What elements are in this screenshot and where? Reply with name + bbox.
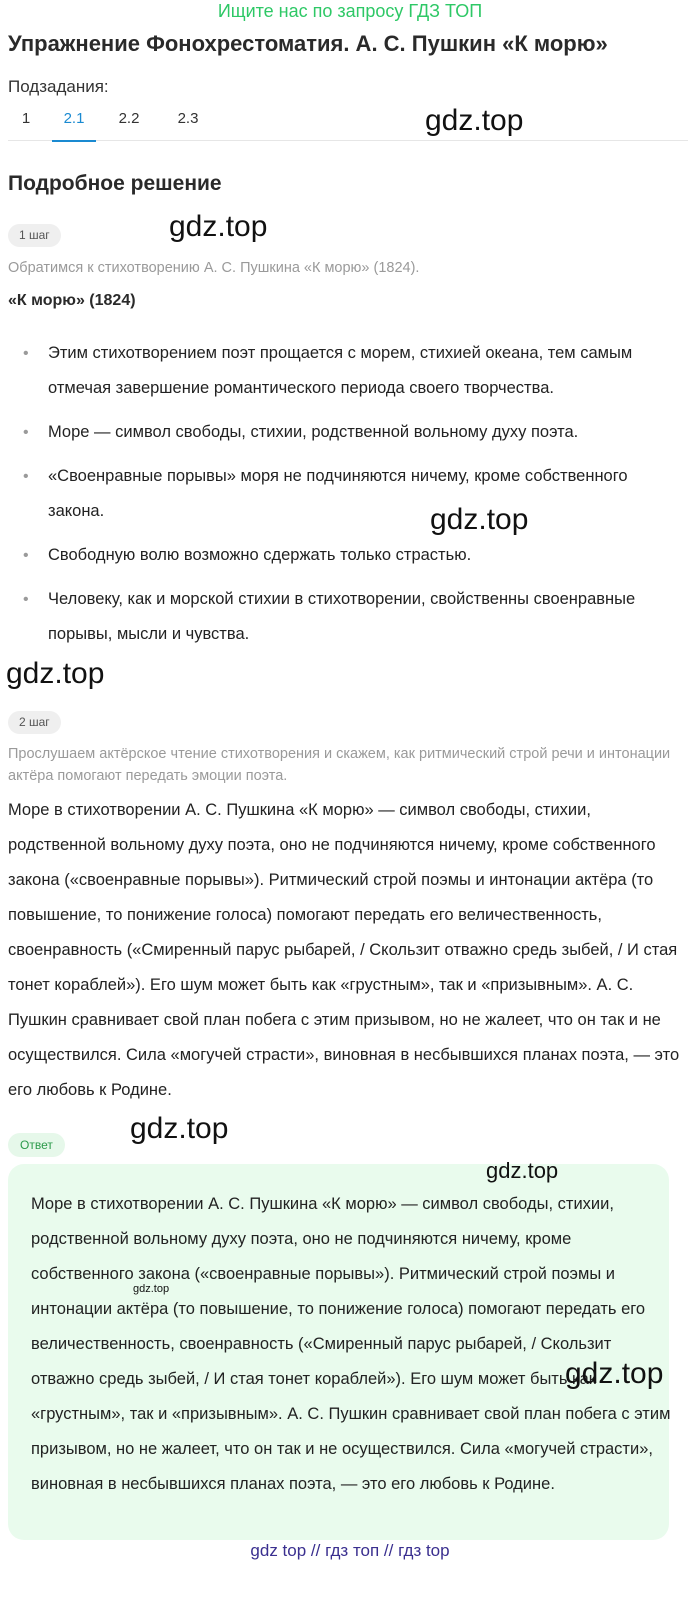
- watermark: gdz.top: [130, 1112, 229, 1145]
- tab-2-1[interactable]: 2.1: [52, 110, 96, 142]
- list-item: • Свободную волю возможно сдержать только страстью.: [8, 538, 688, 573]
- tab-2-3[interactable]: 2.3: [177, 110, 199, 127]
- step-badge-1: 1 шаг: [8, 224, 61, 247]
- watermark: gdz.top: [430, 503, 529, 536]
- list-item: • Море — символ свободы, стихии, родственной вольному духу поэта.: [8, 415, 688, 450]
- subtasks-label: Подзадания:: [8, 77, 109, 96]
- page-title: Упражнение Фонохрестоматия. А. С. Пушкин «К морю»: [8, 31, 608, 56]
- step-badge-2: 2 шаг: [8, 711, 61, 734]
- list-item: • «Своенравные порывы» моря не подчиняются ничему, кроме собственного закона.: [8, 459, 688, 529]
- step-2-text: Море в стихотворении А. С. Пушкина «К морю» — символ свободы, стихии, родственной вольному духу поэта, оно не подчиняются ничему, кроме собственного закона («своенравные порывы»). Ритмический строй поэмы и интонации актёра (то повышение, то понижение голоса) помогают передать его величественность, своенравность («Смиренный парус рыбарей, / Скользит отважно средь зыбей, / И стая тонет кораблей»). Его шум может быть как «грустным», так и «призывным». А. С. Пушкин сравнивает свой план побега с этим призывом, но не жалеет, что он так и не осуществился. Сила «могучей страсти», виновная в несбывшихся планах поэта, — это его любовь к Родине.: [8, 801, 680, 1099]
- tab-1[interactable]: 1: [21, 110, 31, 127]
- watermark: gdz.top: [133, 1283, 170, 1295]
- watermark: gdz.top: [565, 1357, 664, 1390]
- list-item: • Человеку, как и морской стихии в стихотворении, свойственны своенравные порывы, мысли и чувства.: [8, 582, 688, 652]
- subtask-tabs: [8, 104, 688, 141]
- footer-links: gdz top // гдз топ // гдз top: [250, 1541, 450, 1560]
- answer-text: Море в стихотворении А. С. Пушкина «К морю» — символ свободы, стихии, родственной вольному духу поэта, оно не подчиняются ничему, кроме собственного закона («своенравные порывы»). Ритмический строй поэмы и интонации актёра (то повышение, то понижение голоса) помогают передать его величественность, своенравность («Смиренный парус рыбарей, / Скользит отважно средь зыбей, / И стая тонет кораблей»). Его шум может быть как «грустным», так и «призывным». А. С. Пушкин сравнивает свой план побега с этим призывом, но не жалеет, что он так и не осуществился. Сила «могучей страсти», виновная в несбывшихся планах поэта, — это его любовь к Родине.: [31, 1195, 671, 1493]
- bullet-list: [8, 336, 688, 661]
- step-hint-1: Обратимся к стихотворению А. С. Пушкина «К морю» (1824).: [8, 260, 420, 276]
- watermark: gdz.top: [169, 210, 268, 243]
- tab-2-2[interactable]: 2.2: [118, 110, 140, 127]
- list-item: • Этим стихотворением поэт прощается с морем, стихией океана, тем самым отмечая завершение романтического периода своего творчества.: [8, 336, 688, 406]
- solution-heading: Подробное решение: [8, 172, 222, 195]
- answer-badge: Ответ: [8, 1133, 65, 1157]
- search-banner: Ищите нас по запросу ГДЗ ТОП: [217, 1, 483, 21]
- watermark: gdz.top: [425, 104, 524, 137]
- step-hint-2: Прослушаем актёрское чтение стихотворения и скажем, как ритмический строй речи и интонации актёра помогают передать эмоции поэта.: [8, 746, 671, 784]
- watermark: gdz.top: [6, 657, 105, 690]
- poem-title: «К морю» (1824): [8, 292, 136, 309]
- watermark: gdz.top: [486, 1158, 559, 1183]
